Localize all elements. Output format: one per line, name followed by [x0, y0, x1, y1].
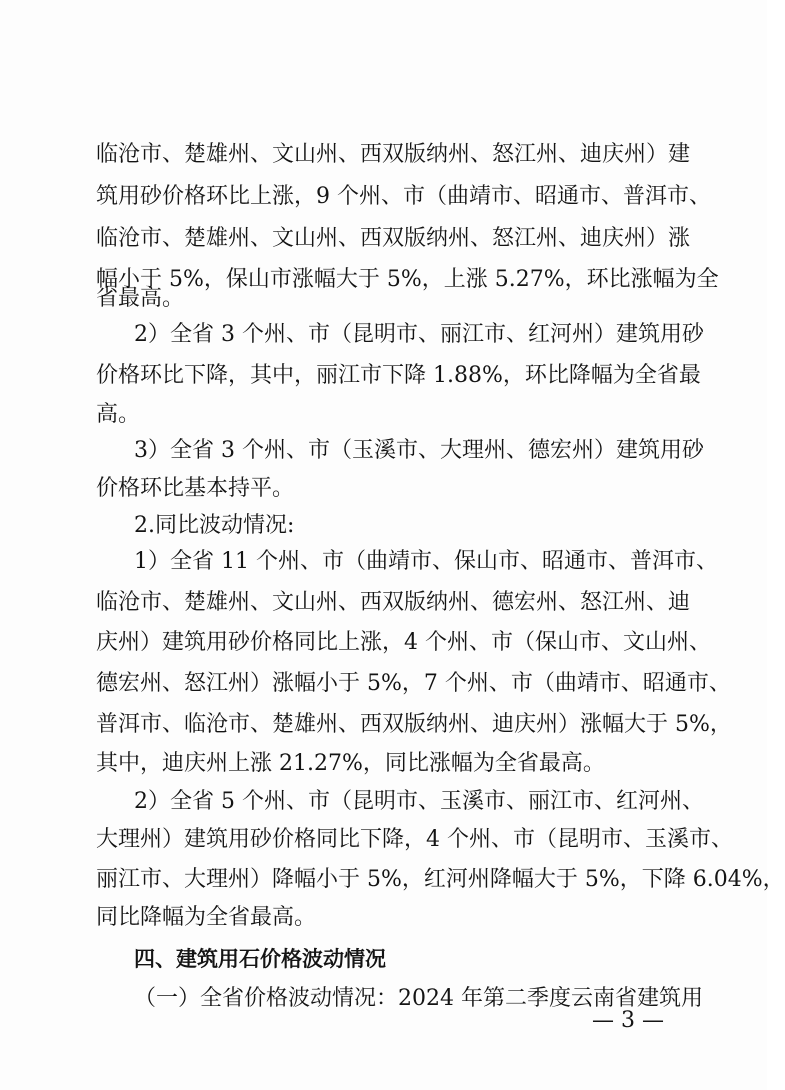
body-text-line-13: 临沧市、楚雄州、文山州、西双版纳州、德宏州、怒江州、迪: [96, 590, 691, 615]
body-text-line-17: 其中，迪庆州上涨 21.27%，同比涨幅为全省最高。: [96, 751, 605, 776]
body-text-line-14: 庆州）建筑用砂价格同比上涨，4 个州、市（保山市、文山州、: [96, 630, 711, 655]
body-text-line-16: 普洱市、临沧市、楚雄州、西双版纳州、迪庆州）涨幅大于 5%，: [96, 712, 732, 737]
body-text-line-18: 2）全省 5 个州、市（昆明市、玉溪市、丽江市、红河州、: [134, 789, 704, 814]
body-text-line-19: 大理州）建筑用砂价格同比下降，4 个州、市（昆明市、玉溪市、: [96, 827, 733, 852]
body-text-line-6: 2）全省 3 个州、市（昆明市、丽江市、红河州）建筑用砂: [134, 322, 704, 347]
body-text-line-15: 德宏州、怒江州）涨幅小于 5%，7 个州、市（曲靖市、昭通市、: [96, 671, 731, 696]
body-text-line-10: 价格环比基本持平。: [96, 476, 295, 501]
body-text-line-7: 价格环比下降，其中，丽江市下降 1.88%，环比降幅为全省最: [96, 363, 701, 388]
section-heading: 四、建筑用石价格波动情况: [134, 947, 386, 971]
body-text-line-1: 临沧市、楚雄州、文山州、西双版纳州、怒江州、迪庆州）建: [96, 142, 691, 167]
body-text-line-2: 筑用砂价格环比上涨，9 个州、市（曲靖市、昭通市、普洱市、: [96, 184, 711, 209]
subsection-title: 2.同比波动情况:: [134, 513, 295, 538]
body-text-line-12: 1）全省 11 个州、市（曲靖市、保山市、昭通市、普洱市、: [134, 549, 718, 574]
body-text-line-5: 省最高。: [96, 286, 185, 311]
body-text-line-20: 丽江市、大理州）降幅小于 5%，红河州降幅大于 5%，下降 6.04%，: [96, 867, 785, 892]
body-text-line-4: 幅小于 5%，保山市涨幅大于 5%，上涨 5.27%，环比涨幅为全: [96, 267, 719, 292]
page-number: — 3 —: [592, 1008, 664, 1033]
body-text-line-21: 同比降幅为全省最高。: [96, 905, 317, 930]
body-text-line-9: 3）全省 3 个州、市（玉溪市、大理州、德宏州）建筑用砂: [134, 438, 704, 463]
body-text-line-3: 临沧市、楚雄州、文山州、西双版纳州、怒江州、迪庆州）涨: [96, 226, 691, 251]
body-text-line-23: （一）全省价格波动情况：2024 年第二季度云南省建筑用: [134, 986, 703, 1011]
body-text-line-8: 高。: [96, 402, 141, 427]
